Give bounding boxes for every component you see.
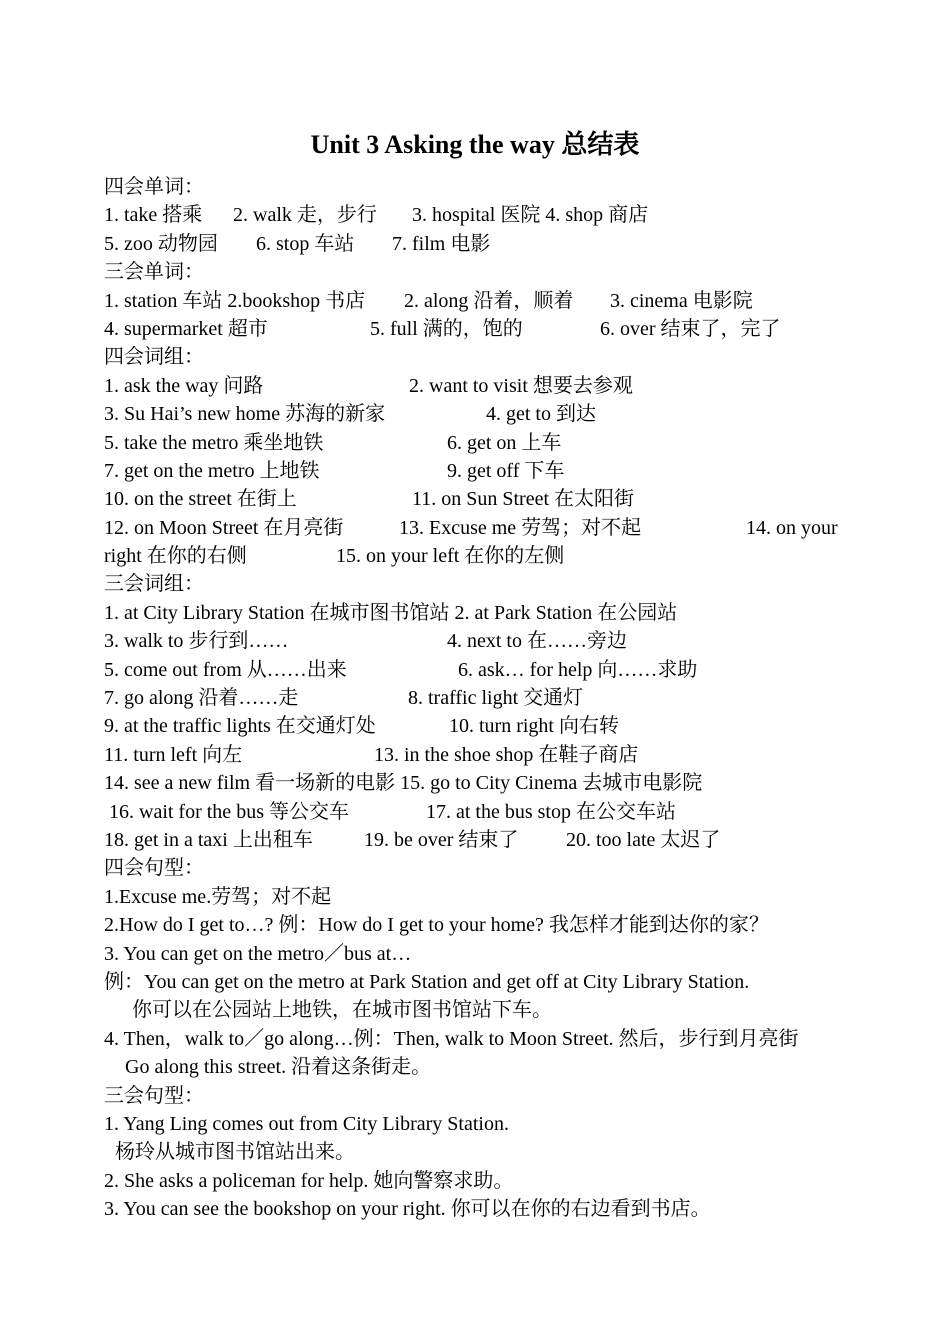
word-entry: 6. stop 车站 xyxy=(256,232,355,255)
heading-text: 四会词组： xyxy=(104,346,204,369)
phrase-entry: 11. turn left 向左 xyxy=(104,743,243,766)
word-entry: 1. station 车站 2.bookshop 书店 xyxy=(104,289,366,312)
phrase-entry: 1. at City Library Station 在城市图书馆站 2. at Park Station 在公园站 xyxy=(104,601,678,624)
phrase-entry: 16. wait for the bus 等公交车 xyxy=(109,800,349,823)
phrase-line xyxy=(104,485,864,513)
word-line xyxy=(104,287,864,315)
phrase-line xyxy=(104,741,864,769)
phrase-line xyxy=(104,457,864,485)
sentence-line xyxy=(104,1110,864,1138)
section-heading-four-sentences xyxy=(104,854,864,882)
section-heading-four-words xyxy=(104,173,864,201)
sentence-line xyxy=(104,911,864,939)
phrase-entry: 8. traffic light 交通灯 xyxy=(408,687,584,710)
word-entry: 4. supermarket 超市 xyxy=(104,317,268,340)
phrase-line xyxy=(104,798,864,826)
sentence-text: 2. She asks a policeman for help. 她向警察求助。 xyxy=(104,1169,514,1192)
phrase-line xyxy=(104,627,864,655)
word-entry: 5. zoo 动物园 xyxy=(104,232,218,255)
word-entry: 3. cinema 电影院 xyxy=(610,289,753,312)
phrase-entry: 20. too late 太迟了 xyxy=(566,828,721,851)
sentence-text: 2.How do I get to…? 例：How do I get to your home? 我怎样才能到达你的家？ xyxy=(104,914,769,937)
phrase-entry: 5. take the metro 乘坐地铁 xyxy=(104,431,324,454)
word-line xyxy=(104,230,864,258)
phrase-entry: 10. on the street 在街上 xyxy=(104,488,297,511)
word-entry: 7. film 电影 xyxy=(392,232,491,255)
phrase-entry: 9. at the traffic lights 在交通灯处 xyxy=(104,715,376,738)
sentence-text: 杨玲从城市图书馆站出来。 xyxy=(115,1141,355,1164)
phrase-line xyxy=(104,429,864,457)
sentence-line xyxy=(104,1167,864,1195)
phrase-entry: 18. get in a taxi 上出租车 xyxy=(104,828,313,851)
section-heading-four-phrases xyxy=(104,343,864,371)
sentence-line xyxy=(104,1138,864,1166)
document-body xyxy=(104,173,864,1223)
phrase-entry: 5. come out from 从……出来 xyxy=(104,658,347,681)
section-heading-three-words xyxy=(104,258,864,286)
phrase-entry: 11. on Sun Street 在太阳街 xyxy=(412,488,635,511)
phrase-line xyxy=(104,656,864,684)
sentence-text: 你可以在公园站上地铁，在城市图书馆站下车。 xyxy=(132,999,552,1022)
phrase-line xyxy=(104,712,864,740)
phrase-line xyxy=(104,372,864,400)
phrase-entry: 3. walk to 步行到…… xyxy=(104,630,289,653)
heading-text: 三会句型： xyxy=(104,1084,204,1107)
sentence-text: 4. Then，walk to／go along…例：Then, walk to Moon Street. 然后，步行到月亮街 xyxy=(104,1027,799,1050)
phrase-entry: 13. in the shoe shop 在鞋子商店 xyxy=(374,743,639,766)
phrase-entry: 4. get to 到达 xyxy=(486,403,596,426)
phrase-entry: 6. ask… for help 向……求助 xyxy=(458,658,698,681)
phrase-entry: 6. get on 上车 xyxy=(447,431,562,454)
sentence-line xyxy=(104,1195,864,1223)
phrase-line xyxy=(104,684,864,712)
phrase-entry: 17. at the bus stop 在公交车站 xyxy=(426,800,676,823)
phrase-entry: 15. on your left 在你的左侧 xyxy=(336,545,565,568)
sentence-line xyxy=(104,940,864,968)
word-line xyxy=(104,201,864,229)
heading-text: 三会词组： xyxy=(104,573,204,596)
word-line xyxy=(104,315,864,343)
phrase-entry: 9. get off 下车 xyxy=(447,459,565,482)
sentence-text: 例：You can get on the metro at Park Station and get off at City Library Station. xyxy=(104,970,750,993)
sentence-line xyxy=(104,1053,864,1081)
word-entry: 6. over 结束了，完了 xyxy=(600,317,781,340)
word-entry: 2. along 沿着，顺着 xyxy=(404,289,574,312)
sentence-line xyxy=(104,996,864,1024)
sentence-text: 3. You can get on the metro／bus at… xyxy=(104,942,412,965)
phrase-line xyxy=(104,400,864,428)
phrase-entry: 2. want to visit 想要去参观 xyxy=(409,374,633,397)
word-entry: 3. hospital 医院 4. shop 商店 xyxy=(412,204,649,227)
sentence-line xyxy=(104,968,864,996)
word-entry: 5. full 满的，饱的 xyxy=(370,317,523,340)
phrase-entry: 13. Excuse me 劳驾；对不起 xyxy=(399,516,642,539)
heading-text: 四会句型： xyxy=(104,857,204,880)
word-entry: 1. take 搭乘 xyxy=(104,204,203,227)
phrase-line xyxy=(104,769,864,797)
word-entry: 2. walk 走，步行 xyxy=(233,204,377,227)
sentence-text: Go along this street. 沿着这条街走。 xyxy=(125,1056,432,1079)
sentence-text: 1. Yang Ling comes out from City Library Station. xyxy=(104,1112,509,1135)
page-title: Unit 3 Asking the way 总结表 xyxy=(310,130,640,159)
phrase-line xyxy=(104,826,864,854)
phrase-line xyxy=(104,599,864,627)
phrase-entry: 12. on Moon Street 在月亮街 xyxy=(104,516,344,539)
section-heading-three-phrases xyxy=(104,570,864,598)
sentence-line xyxy=(104,883,864,911)
phrase-entry: 10. turn right 向右转 xyxy=(449,715,619,738)
phrase-entry: right 在你的右侧 xyxy=(104,545,247,568)
phrase-entry: 14. see a new film 看一场新的电影 15. go to City Cinema 去城市电影院 xyxy=(104,772,703,795)
phrase-entry: 19. be over 结束了 xyxy=(364,828,519,851)
heading-text: 三会单词： xyxy=(104,261,204,284)
phrase-line xyxy=(104,514,864,542)
phrase-entry: 3. Su Hai’s new home 苏海的新家 xyxy=(104,403,386,426)
sentence-text: 1.Excuse me.劳驾；对不起 xyxy=(104,885,332,908)
sentence-line xyxy=(104,1025,864,1053)
heading-text: 四会单词： xyxy=(104,176,204,198)
phrase-entry: 7. get on the metro 上地铁 xyxy=(104,459,320,482)
phrase-entry: 1. ask the way 问路 xyxy=(104,374,264,397)
phrase-line xyxy=(104,542,864,570)
sentence-text: 3. You can see the bookshop on your right. 你可以在你的右边看到书店。 xyxy=(104,1198,711,1221)
section-heading-three-sentences xyxy=(104,1082,864,1110)
phrase-entry: 4. next to 在……旁边 xyxy=(447,630,627,653)
phrase-entry: 7. go along 沿着……走 xyxy=(104,687,299,710)
phrase-entry: 14. on your xyxy=(746,516,838,539)
